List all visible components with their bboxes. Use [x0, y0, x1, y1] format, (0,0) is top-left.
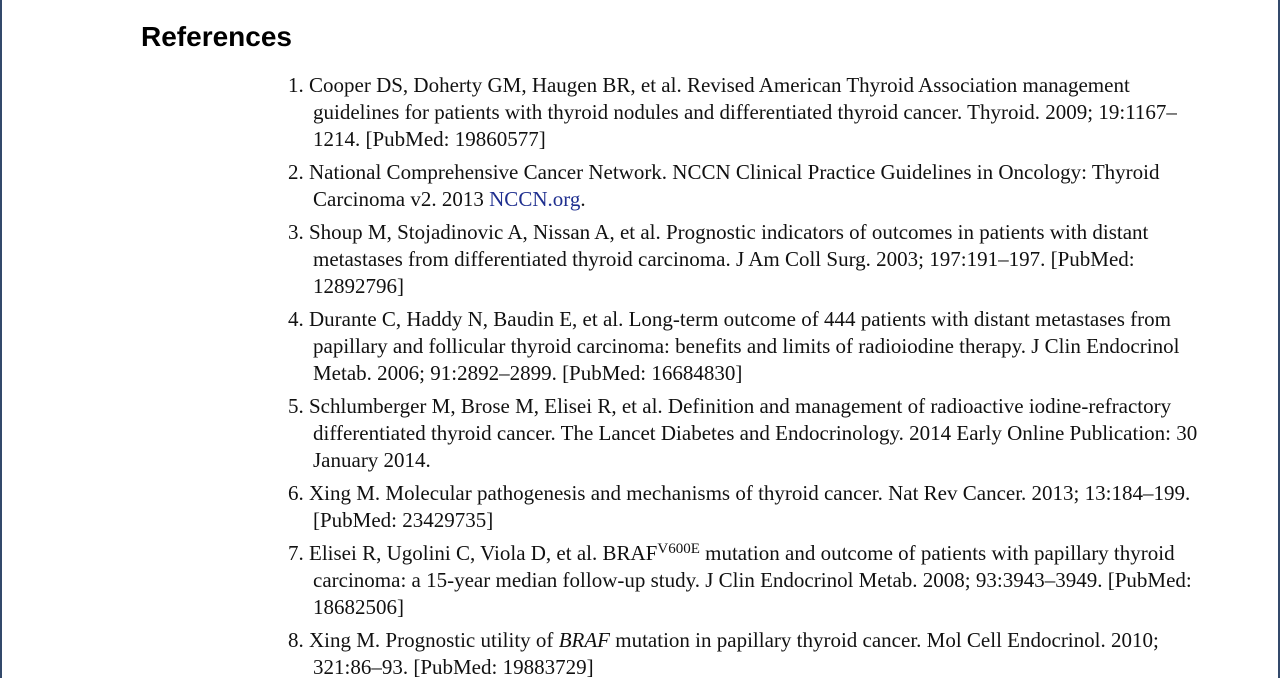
reference-text: Elisei R, Ugolini C, Viola D, et al. BRAF — [309, 541, 658, 565]
reference-item — [288, 72, 1218, 153]
reference-number: 5. — [288, 394, 304, 418]
reference-text-end: mutation and outcome of patients with papillary thyroid carcinoma: a 15-year median follow-up study. J Clin Endocrinol Metab. 2008; 93:3943–3949. [PubMed: 18682506] — [313, 541, 1192, 619]
reference-item — [288, 306, 1218, 387]
reference-number: 2. — [288, 160, 304, 184]
reference-item — [288, 540, 1218, 621]
reference-list — [288, 72, 1218, 687]
reference-item — [288, 159, 1218, 213]
reference-item — [288, 219, 1218, 300]
reference-number: 8. — [288, 628, 304, 652]
reference-number: 6. — [288, 481, 304, 505]
reference-item — [288, 393, 1218, 474]
reference-item — [288, 627, 1218, 681]
reference-number: 1. — [288, 73, 304, 97]
reference-text-end: . — [580, 187, 586, 211]
reference-text-end: mutation in papillary thyroid cancer. Mol Cell Endocrinol. 2010; 321:86–93. [PubMed: 19883729] — [313, 628, 1159, 679]
reference-text: Schlumberger M, Brose M, Elisei R, et al. Definition and management of radioactive iodine-refractory differentiated thyroid cancer. The Lancet Diabetes and Endocrinology. 2014 Early Online Publication: 30 January 2014. — [309, 394, 1198, 472]
reference-text: Xing M. Molecular pathogenesis and mechanisms of thyroid cancer. Nat Rev Cancer. 2013; 13:184–199. [PubMed: 23429735] — [309, 481, 1191, 532]
section-title: References — [141, 21, 292, 52]
nccn-link[interactable]: NCCN.org — [489, 187, 581, 211]
reference-text: Durante C, Haddy N, Baudin E, et al. Long-term outcome of 444 patients with distant metastases from papillary and follicular thyroid carcinoma: benefits and limits of radioiodine therapy. J Clin Endocrinol Metab. 2006; 91:2892–2899. [PubMed: 16684830] — [309, 307, 1180, 385]
reference-text: Cooper DS, Doherty GM, Haugen BR, et al. Revised American Thyroid Association management guidelines for patients with thyroid nodules and differentiated thyroid cancer. Thyroid. 2009; 19:1167–1214. [PubMed: 19860577] — [309, 73, 1177, 151]
reference-number: 7. — [288, 541, 304, 565]
reference-text: Shoup M, Stojadinovic A, Nissan A, et al. Prognostic indicators of outcomes in patients with distant metastases from differentiated thyroid carcinoma. J Am Coll Surg. 2003; 197:191–197. [PubMed: 12892796] — [309, 220, 1149, 298]
reference-number: 3. — [288, 220, 304, 244]
reference-item — [288, 480, 1218, 534]
reference-text: National Comprehensive Cancer Network. NCCN Clinical Practice Guidelines in Oncology: Thyroid Carcinoma v2. 2013 — [309, 160, 1160, 211]
gene-italic: BRAF — [558, 628, 610, 652]
reference-text: Xing M. Prognostic utility of — [309, 628, 559, 652]
mutation-superscript: V600E — [657, 541, 700, 557]
reference-number: 4. — [288, 307, 304, 331]
